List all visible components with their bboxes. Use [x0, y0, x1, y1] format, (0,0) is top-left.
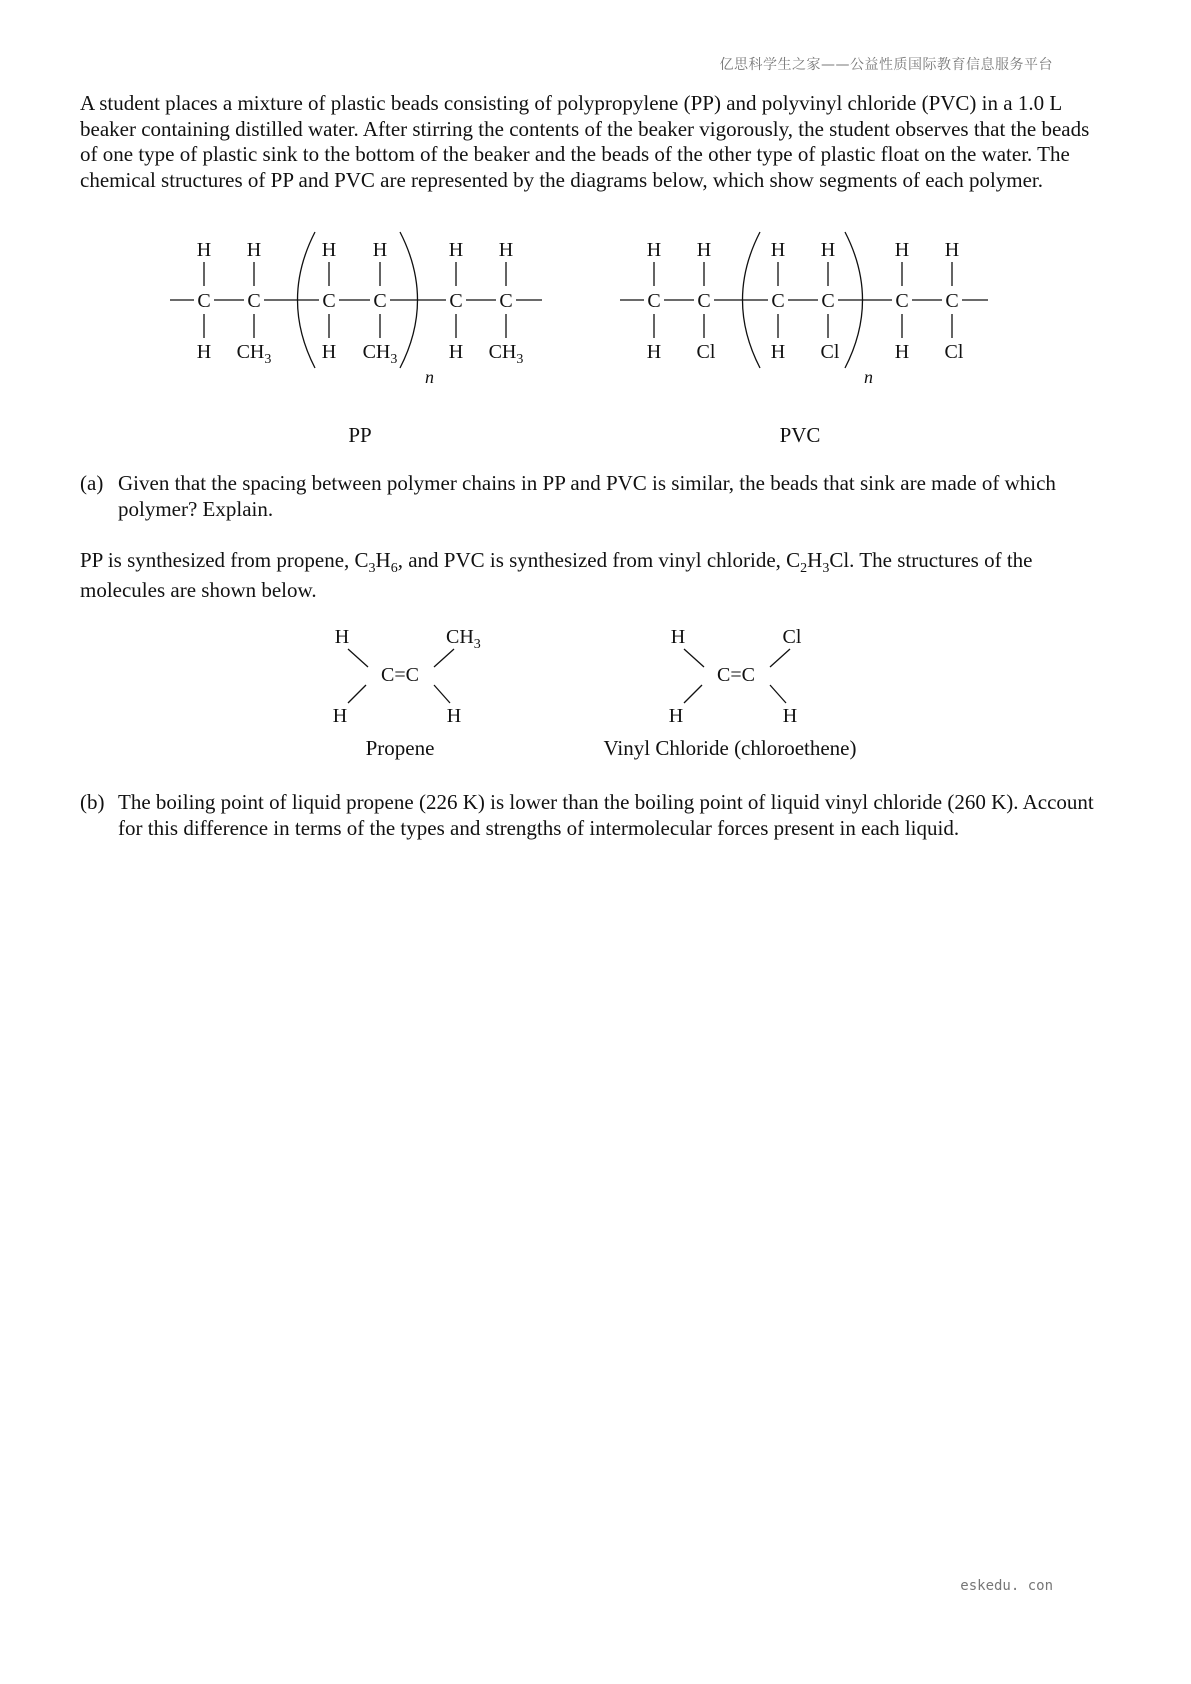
- pvc-h: H: [696, 239, 712, 261]
- pp-structure: [170, 238, 550, 388]
- pvc-c: C: [771, 290, 785, 312]
- vinyl-chloride-caption: Vinyl Chloride (chloroethene): [603, 736, 857, 760]
- pp-h: H: [196, 239, 212, 261]
- pp-c: C: [449, 290, 463, 312]
- propene-double-bond: C=C: [381, 664, 419, 686]
- pvc-c: C: [647, 290, 661, 312]
- pvc-cl: Cl: [944, 341, 964, 363]
- pvc-h: H: [646, 239, 662, 261]
- pp-c: C: [197, 290, 211, 312]
- propene-h: H: [446, 705, 462, 727]
- propene-ch3: $CH_3$: [446, 626, 481, 652]
- pvc-h: H: [646, 341, 662, 363]
- pp-ch3: $CH_3$: [488, 341, 524, 367]
- question-b: [80, 790, 1110, 841]
- propene-structure: [320, 625, 500, 735]
- pvc-c: C: [895, 290, 909, 312]
- pp-c: C: [373, 290, 387, 312]
- pp-h: H: [321, 239, 337, 261]
- pp-h: H: [448, 239, 464, 261]
- pvc-c: C: [697, 290, 711, 312]
- propene-caption: Propene: [365, 736, 435, 760]
- vinyl-h: H: [782, 705, 798, 727]
- pp-h: H: [498, 239, 514, 261]
- pp-h: H: [196, 341, 212, 363]
- question-a-text: Given that the spacing between polymer chains in PP and PVC is similar, the beads that sink are made of which polymer? Explain.: [118, 471, 1056, 521]
- question-a: [80, 471, 1110, 522]
- pvc-c: C: [821, 290, 835, 312]
- pp-c: C: [499, 290, 513, 312]
- vinyl-double-bond: C=C: [717, 664, 755, 686]
- question-b-text: The boiling point of liquid propene (226 K) is lower than the boiling point of liquid vinyl chloride (260 K). Account for this difference in terms of the types and strengths of intermolecular forces present in each liquid.: [118, 790, 1094, 840]
- pvc-structure: [620, 238, 1000, 388]
- question-b-label: (b): [80, 790, 105, 814]
- pvc-cl: Cl: [820, 341, 840, 363]
- pvc-label: PVC: [779, 423, 821, 447]
- propene-h: H: [332, 705, 348, 727]
- vinyl-h: H: [670, 626, 686, 648]
- pvc-h: H: [944, 239, 960, 261]
- pp-ch3: $CH_3$: [362, 341, 398, 367]
- question-a-label: (a): [80, 471, 104, 495]
- intro-paragraph: A student places a mixture of plastic beads consisting of polypropylene (PP) and polyvinyl chloride (PVC) in a 1.0 L beaker containing distilled water. After stirring the contents of the beaker vigorously, the student observes that the beads of one type of plastic sink to the bottom of the beaker and the beads of the other type of plastic float on the water. The chemical structures of PP and PVC are represented by the diagrams below, which show segments of each polymer.: [80, 91, 1090, 192]
- pvc-h: H: [770, 341, 786, 363]
- pp-repeat-n: n: [425, 367, 434, 387]
- vinyl-chloride-structure: [656, 625, 836, 735]
- pvc-h: H: [770, 239, 786, 261]
- pvc-cl: Cl: [696, 341, 716, 363]
- pp-c: C: [247, 290, 261, 312]
- pvc-h: H: [820, 239, 836, 261]
- header-watermark: 亿思科学生之家——公益性质国际教育信息服务平台: [719, 57, 1053, 73]
- pp-h: H: [246, 239, 262, 261]
- pp-h: H: [372, 239, 388, 261]
- footer-site: eskedu. con: [960, 1578, 1053, 1594]
- pp-c: C: [322, 290, 336, 312]
- vinyl-cl: Cl: [782, 626, 802, 648]
- pp-label: PP: [348, 423, 372, 447]
- pvc-h: H: [894, 341, 910, 363]
- vinyl-h: H: [668, 705, 684, 727]
- pp-h: H: [321, 341, 337, 363]
- propene-h: H: [334, 626, 350, 648]
- pp-h: H: [448, 341, 464, 363]
- pvc-c: C: [945, 290, 959, 312]
- pvc-h: H: [894, 239, 910, 261]
- pp-ch3: $CH_3$: [236, 341, 272, 367]
- synthesis-paragraph: PP is synthesized from propene, $C_3H_6$, and PVC is synthesized from vinyl chloride, $C_2H_3Cl$. The structures of the molecules are shown below.: [80, 548, 1033, 602]
- pvc-repeat-n: n: [864, 367, 873, 387]
